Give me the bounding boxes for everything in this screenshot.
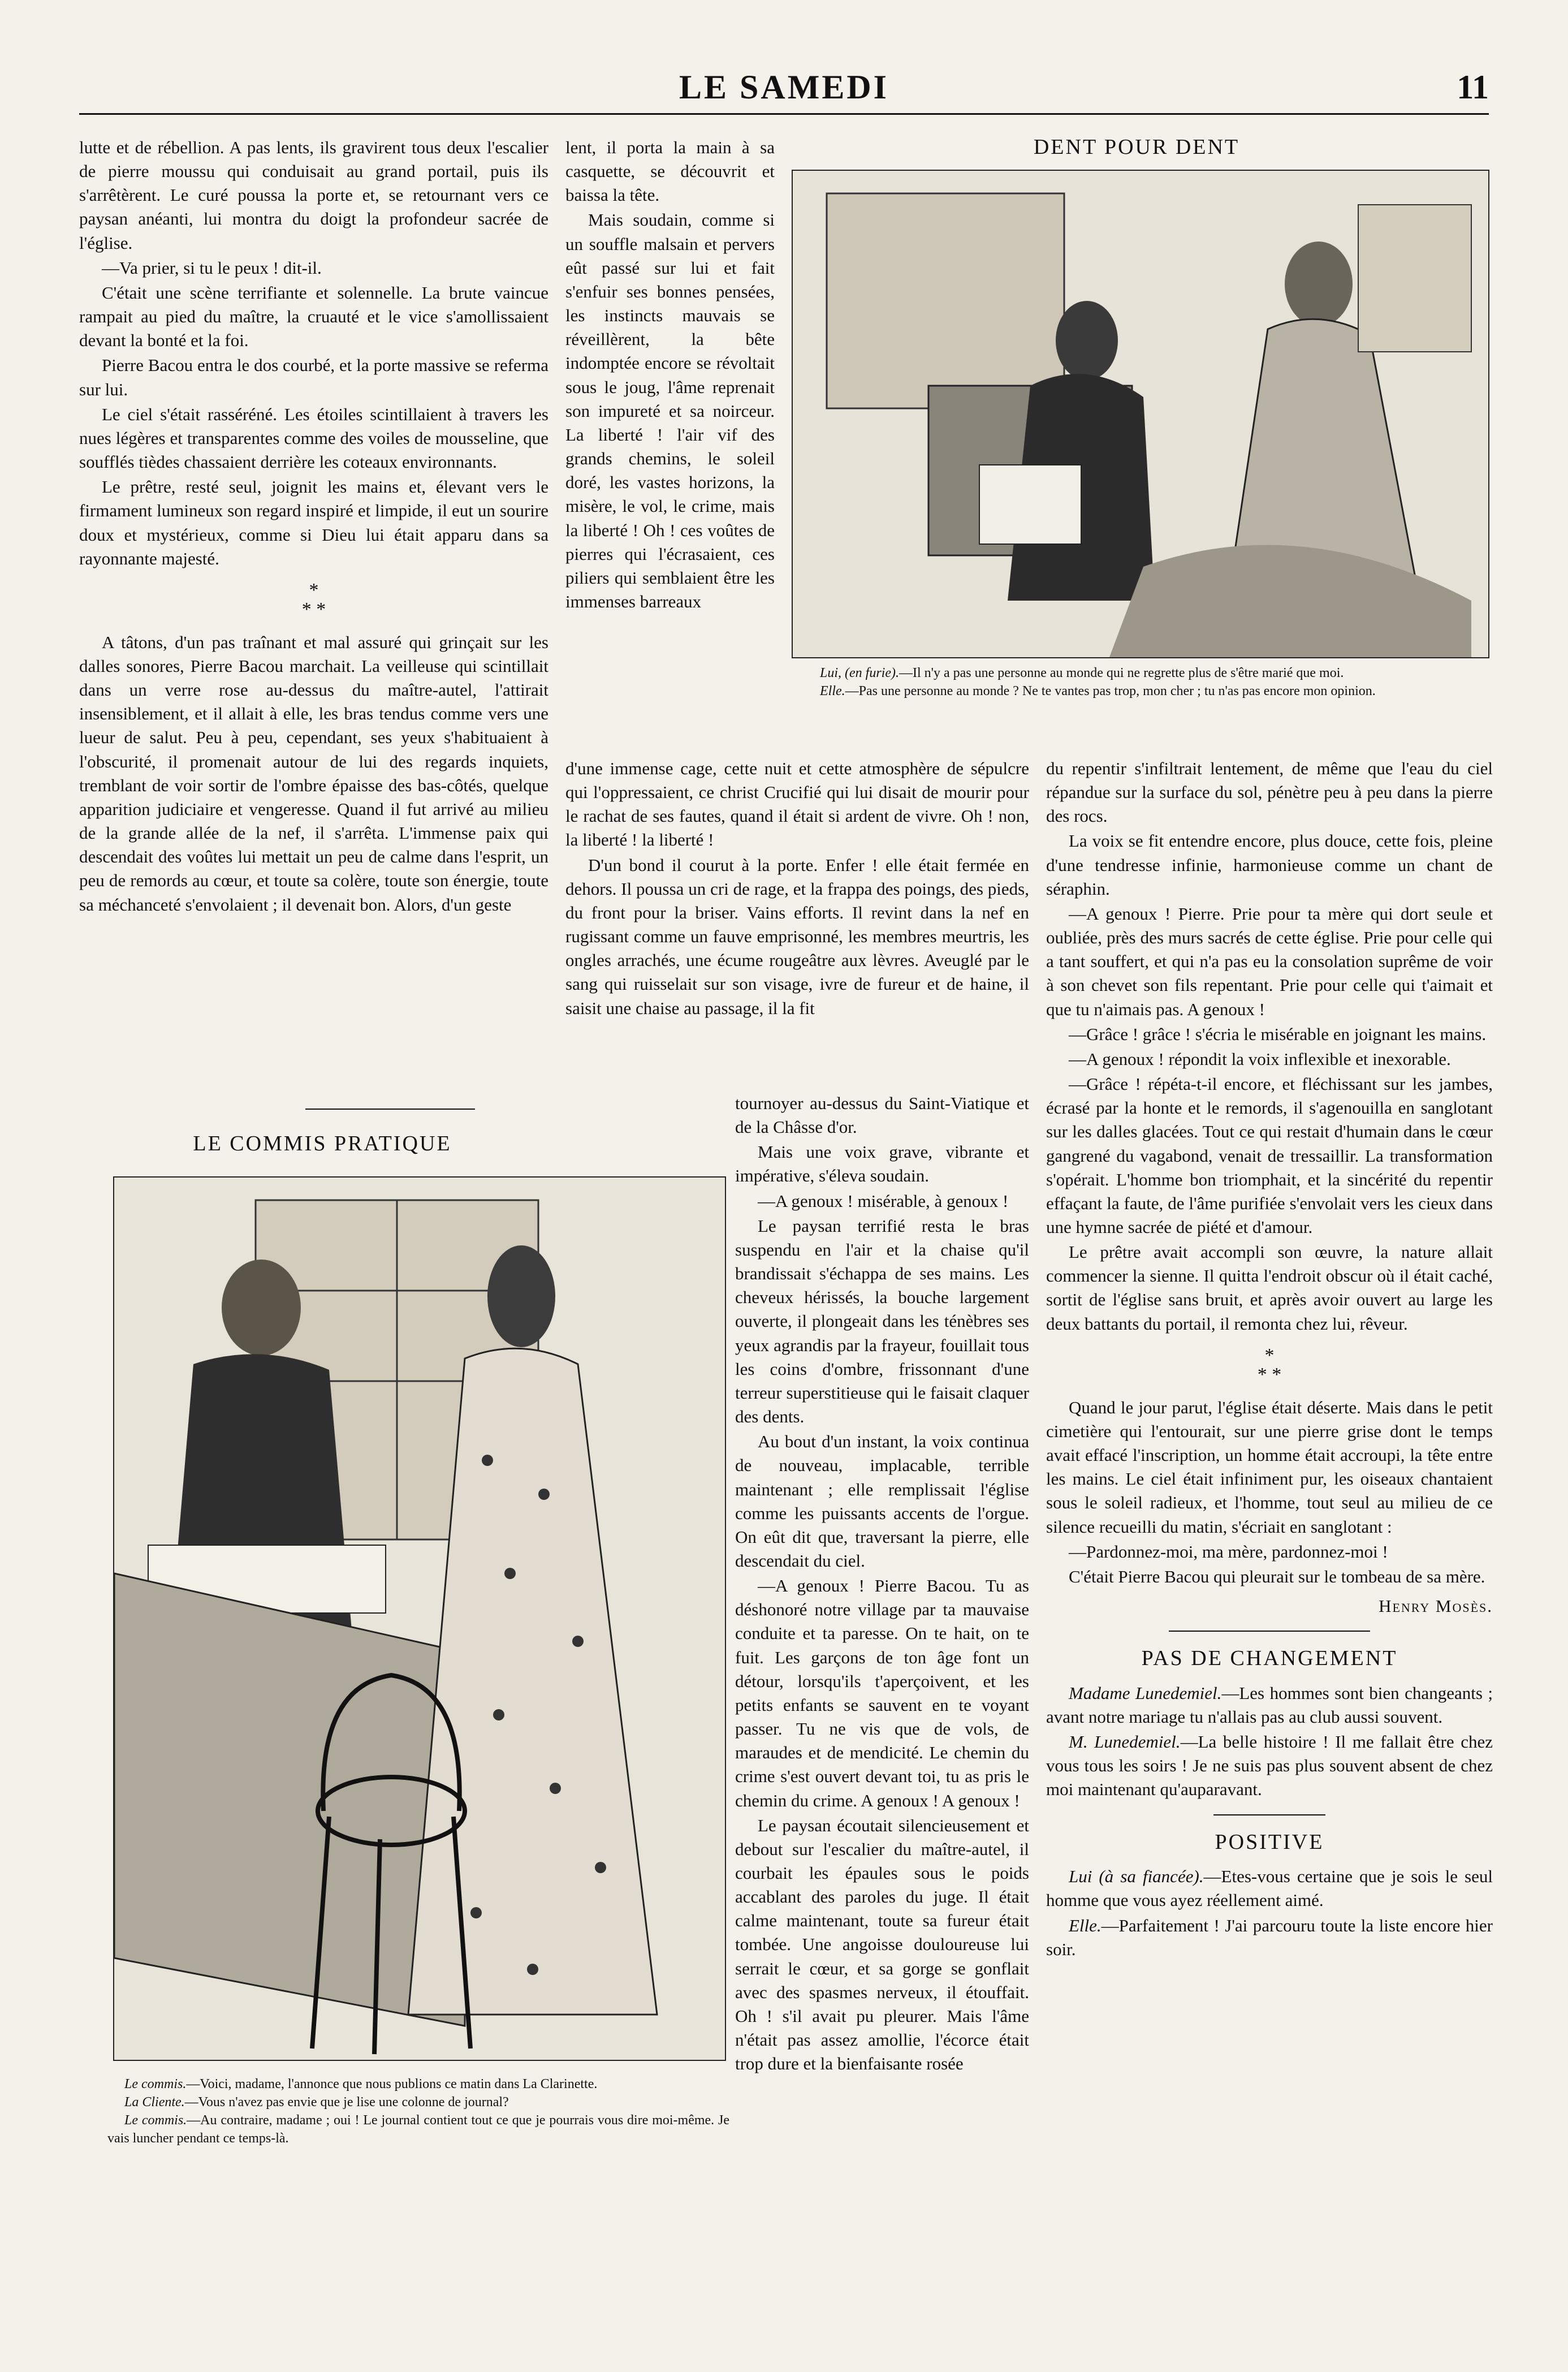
column-2-lower <box>735 1092 1029 2077</box>
section-separator-stars: * * * <box>1257 1344 1282 1385</box>
paragraph: C'était une scène terrifiante et solennelle. La brute vaincue rampait au pied du maître, la cruauté et le vice s'amollissaient devant la bonté et la foi. <box>79 282 548 351</box>
paragraph: La voix se fit entendre encore, plus douce, cette fois, pleine d'une tendresse infinie, harmonieuse comme un chant de séraphin. <box>1046 831 1493 899</box>
caption-speaker: Lui, (en furie). <box>820 666 899 680</box>
paragraph: Pierre Bacou entra le dos courbé, et la porte massive se referma sur lui. <box>79 355 548 399</box>
caption-line <box>803 665 1476 683</box>
section-rule <box>305 1109 475 1110</box>
dent-pour-dent-title: DENT POUR DENT <box>1033 135 1240 159</box>
caption-line <box>107 2094 729 2112</box>
paragraph: Le prêtre avait accompli son œuvre, la nature allait commencer la sienne. Il quitta l'endroit obscur où il était caché, sortit de l'église sans bruit, et après avoir ouvert au large les deux battants du portail, il remonta chez lui, rêveur. <box>1046 1242 1493 1334</box>
positive-heading: POSITIVE <box>1215 1830 1324 1854</box>
caption-line <box>803 683 1476 701</box>
illustration-drawing <box>793 171 1488 657</box>
dialogue-text: —Parfaitement ! J'ai parcouru toute la liste encore hier soir. <box>1046 1915 1493 1959</box>
section-separator-stars: * * * <box>301 579 326 620</box>
dialogue-line <box>1046 1865 1493 1912</box>
paragraph: Mais une voix grave, vibrante et impérative, s'éleva soudain. <box>735 1142 1029 1186</box>
caption-speaker: La Cliente. <box>124 2094 185 2110</box>
caption-line <box>107 2076 729 2094</box>
dialogue-speaker: Elle. <box>1069 1915 1102 1935</box>
paragraph: D'un bond il courut à la porte. Enfer ! elle était fermée en dehors. Il poussa un cri de rage, et la frappa des poings, des pieds, du front pour la briser. Vains efforts. Il revint dans la nef en rugissant comme un fauve emprisonné, les membres meurtris, les ongles arrachés, une écume rougeâtre aux lèvres. Aveuglé par le sang qui ruisselait sur son visage, ivre de fureur et de haine, il saisit une chaise au passage, il la fit <box>565 855 1029 1018</box>
dialogue-speaker: M. Lunedemiel. <box>1069 1732 1181 1752</box>
author-signature: Henry Mosès. <box>1379 1596 1493 1616</box>
paragraph: Le paysan écoutait silencieusement et debout sur l'escalier du maître-autel, il courbait les épaules sous le poids accablant des paroles du juge. Il était calme maintenant, toute sa fureur était tombée. Une angoisse douloureuse lui serrait le cœur, et sa gorge se gonflait avec des spasmes nerveux, il étouffait. Oh ! s'il avait pu pleurer. Mais l'âme n'était pas assez amollie, l'écorce était trop dure et la bienfaisante rosée <box>735 1815 1029 2074</box>
caption-speaker: Elle. <box>820 683 845 698</box>
section-rule <box>1213 1814 1325 1815</box>
paragraph: lent, il porta la main à sa casquette, se découvrit et baissa la tête. <box>565 137 775 205</box>
dialogue-line <box>1046 1914 1493 1961</box>
paragraph: —Grâce ! répéta-t-il encore, et fléchissant sur les jambes, écrasé par la honte et le remords, il s'agenouilla en sanglotant sur les dalles glacées. Tout ce qui restait d'humain dans le cœur gangrené du vagabond, venait de tressaillir. La transformation s'opérait. L'homme bon triomphait, et la sincérité du repentir effaçant la faute, de l'âme purifiée s'envolait vers les cieux dans une hymne sacrée de piété et d'amour. <box>1046 1074 1493 1237</box>
paragraph: tournoyer au-dessus du Saint-Viatique et de la Châsse d'or. <box>735 1093 1029 1137</box>
header-rule <box>79 113 1489 115</box>
caption-text: —Au contraire, madame ; oui ! Le journal contient tout ce que je pourrais vous dire moi-même. Je vais luncher pendant ce temps-là. <box>107 2112 729 2146</box>
paragraph: —Pardonnez-moi, ma mère, pardonnez-moi ! <box>1069 1541 1388 1562</box>
dialogue-text: —Etes-vous certaine que je sois le seul homme que vous ayez réellement aimé. <box>1046 1866 1493 1910</box>
paragraph: —A genoux ! répondit la voix inflexible et inexorable. <box>1069 1049 1451 1069</box>
paragraph: Mais soudain, comme si un souffle malsain et pervers eût passé sur lui et fait s'enfuir ses bonnes pensées, les instincts mauvais se réveillèrent, la bête indomptée encore se révoltait sous le joug, l'âme reprenait son impureté et sa noirceur. La liberté ! l'air vif des grands chemins, le soleil doré, les vastes horizons, la misère, le vol, le crime, mais la liberté ! Oh ! ces voûtes de pierres qui l'écrasaient, ces piliers qui semblaient être les immenses barreaux <box>565 210 775 611</box>
paragraph: —A genoux ! Pierre Bacou. Tu as déshonoré notre village par ta mauvaise conduite et ta paresse. On te hait, on te fuit. Les garçons de ton âge font un détour, lorsqu'ils t'aperçoivent, et les petits enfants se sauvent en te voyant passer. Tu ne vis que de vols, de maraudes et de mendicité. Le chemin du crime s'est ouvert devant toi, tu as pris le chemin du crime. A genoux ! A genoux ! <box>735 1576 1029 1810</box>
dialogue-speaker: Lui (à sa fiancée). <box>1069 1866 1204 1887</box>
section-rule <box>1169 1631 1370 1632</box>
le-commis-pratique-caption <box>107 2076 729 2148</box>
le-commis-pratique-title: LE COMMIS PRATIQUE <box>193 1132 452 1155</box>
column-1 <box>79 136 548 918</box>
caption-line <box>107 2112 729 2148</box>
dent-pour-dent-illustration <box>792 170 1489 658</box>
le-commis-pratique-illustration <box>113 1176 726 2061</box>
paragraph: Au bout d'un instant, la voix continua de nouveau, implacable, terrible maintenant ; elle remplissait l'église comme les puissants accents de l'orgue. On eût dit que, traversant la pierre, elle descendait du ciel. <box>735 1431 1029 1571</box>
caption-text: —Pas une personne au monde ? Ne te vantes pas trop, mon cher ; tu n'as pas encore mon opinion. <box>845 683 1376 698</box>
column-2-narrow <box>565 136 775 615</box>
dent-pour-dent-caption <box>803 665 1476 701</box>
page-number: 11 <box>1457 68 1489 106</box>
paragraph: A tâtons, d'un pas traînant et mal assuré qui grinçait sur les dalles sonores, Pierre Bacou marchait. La veilleuse qui scintillait dans un verre rose au-dessus du maître-autel, l'attirait insensiblement, et il allait à elle, les bras tendus comme vers une lueur de salut. Peu à peu, cependant, ses yeux s'habituaient à l'obscurité, il promenait autour de lui des regards inquiets, tremblant de voir sortir de l'ombre épaisse des bas-côtés, quelque apparition judiciaire et vengeresse. Quand il fut arrivé au milieu de la grande allée de la nef, il s'arrêta. L'immense paix qui descendait des voûtes lui mettait un peu de calme dans l'esprit, un peu de remords au cœur, et toute sa colère, toute son énergie, toute sa méchanceté s'envolaient ; il devenait bon. Alors, d'un geste <box>79 632 548 915</box>
dialogue-line <box>1046 1681 1493 1729</box>
paragraph: C'était Pierre Bacou qui pleurait sur le tombeau de sa mère. <box>1069 1566 1485 1586</box>
caption-text: —Vous n'avez pas envie que je lise une colonne de journal? <box>184 2094 509 2110</box>
paragraph: lutte et de rébellion. A pas lents, ils gravirent tous deux l'escalier de pierre moussu qui conduisait au grand portail, puis ils s'arrêtèrent. Le curé poussa la porte et, se retournant vers ce paysan anéanti, lui montra du doigt la profondeur sacrée de l'église. <box>79 137 548 253</box>
paragraph: du repentir s'infiltrait lentement, de même que l'eau du ciel répandue sur la surface du sol, pénètre peu à peu dans la pierre des rocs. <box>1046 758 1493 826</box>
dialogue-line <box>1046 1730 1493 1801</box>
paragraph: Quand le jour parut, l'église était déserte. Mais dans le petit cimetière qui l'entourait, sur une pierre grise dont le temps avait effacé l'inscription, un homme était accroupi, la tête entre les mains. Le ciel était infiniment pur, les oiseaux chantaient sous le soleil radieux, et l'homme, tout seul au milieu de ce silence recueilli du matin, s'écriait en sanglotant : <box>1046 1397 1493 1537</box>
paragraph: —A genoux ! Pierre. Prie pour ta mère qui dort seule et oubliée, près des murs sacrés de cette église. Prie pour celle qui a tant souffert, et qui n'a pas eu la consolation suprême de voir à son chevet son fils repentant. Prie pour celle qui t'aimait et que tu n'aimais pas. A genoux ! <box>1046 903 1493 1019</box>
column-3 <box>1046 757 1493 1963</box>
masthead-title: LE SAMEDI <box>679 68 889 106</box>
dialogue-text: —La belle histoire ! Il me fallait être chez vous tous les soirs ! Je ne suis pas plus souvent absent de chez moi maintenant qu'auparavant. <box>1046 1732 1493 1800</box>
paragraph: Le prêtre, resté seul, joignit les mains et, élevant vers le firmament lumineux son regard inspiré et limpide, il eut un sourire doux et mystérieux, comme si Dieu lui était apparu dans sa rayonnante majesté. <box>79 477 548 568</box>
caption-text: —Voici, madame, l'annonce que nous publions ce matin dans La Clarinette. <box>186 2077 598 2091</box>
illustration-drawing <box>114 1178 725 2060</box>
paragraph: d'une immense cage, cette nuit et cette atmosphère de sépulcre qui l'oppressaient, ce christ Crucifié qui lui disait de mourir pour le rachat de ses fautes, quand il était si ardent de vivre. Oh ! non, la liberté ! la liberté ! <box>565 758 1029 850</box>
column-2-wide <box>565 757 1029 1021</box>
caption-speaker: Le commis. <box>124 2112 187 2128</box>
paragraph: —Grâce ! grâce ! s'écria le misérable en joignant les mains. <box>1069 1024 1487 1044</box>
paragraph: —A genoux ! misérable, à genoux ! <box>758 1191 1009 1211</box>
paragraph: Le ciel s'était rasséréné. Les étoiles scintillaient à travers les nues légères et transparentes comme des voiles de mousseline, que soufflés tièdes chassaient derrière les coteaux environnants. <box>79 404 548 472</box>
caption-speaker: Le commis. <box>124 2077 187 2091</box>
pas-de-changement-heading: PAS DE CHANGEMENT <box>1141 1646 1398 1671</box>
dialogue-text: —Les hommes sont bien changeants ; avant notre mariage tu n'allais pas au club aussi souvent. <box>1046 1683 1493 1727</box>
paragraph: Le paysan terrifié resta le bras suspendu en l'air et la chaise qu'il brandissait s'échappa de ses mains. Les cheveux hérissés, la bouche largement ouverte, il plongeait dans les ténèbres ses yeux agrandis par la frayeur, fouillait tous les coins d'ombre, frissonnant d'une terreur superstitieuse qui le faisait claquer des dents. <box>735 1215 1029 1427</box>
caption-text: —Il n'y a pas une personne au monde qui ne regrette plus de s'être marié que moi. <box>899 666 1344 680</box>
paragraph: —Va prier, si tu le peux ! dit-il. <box>102 257 322 278</box>
dialogue-speaker: Madame Lunedemiel. <box>1069 1683 1222 1703</box>
